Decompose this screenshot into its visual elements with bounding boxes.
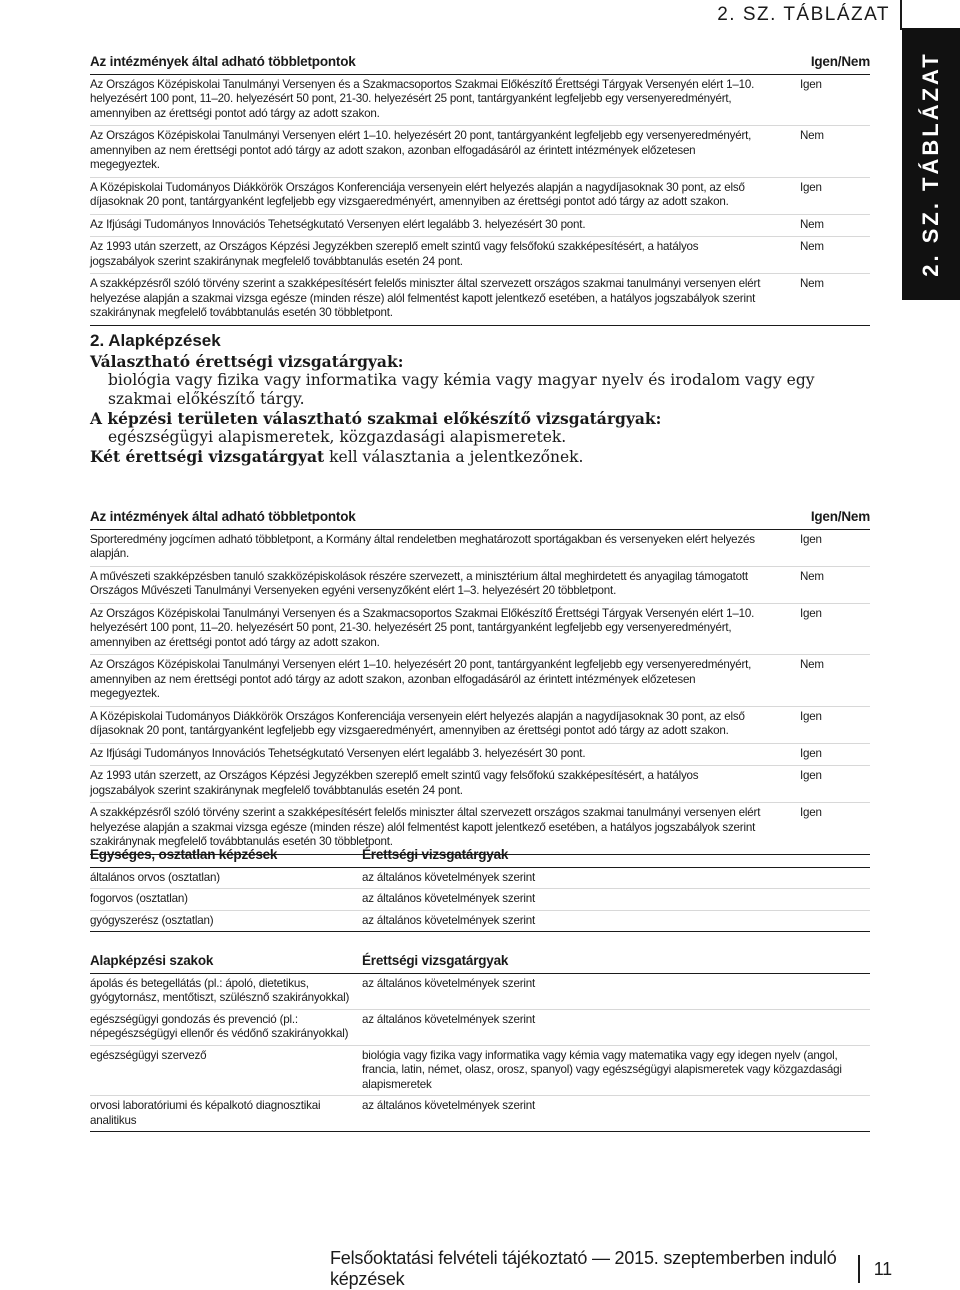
bonus-description: A Középiskolai Tudományos Diákkörök Országos Konferenciája versenyein elért helyezés alapján a nagydíjasoknak 30 pont, az első díjasoknak 20 pont, tantárgyanként legfeljebb egy vizsgaeredményért, amennyiben az érettségi pontot adó tárgy az adott szakon. [90, 706, 764, 743]
yes-no-value: Nem [764, 274, 870, 326]
bonus-description: A szakképzésről szóló törvény szerint a szakképesítésért felelős miniszter által szervezett országos szakmai tanulmányi versenyen elért helyezése alapján a szakmai vizsga egésze (minden része) alól felmentést kapott jelentkező esetében, a hatályos jogszabályok szerint szakiránynak megfelelő továbbtanulás esetén 30 többletpont. [90, 803, 764, 855]
section-alapkepzesek [90, 331, 880, 467]
program-name: fogorvos (osztatlan) [90, 889, 362, 911]
table-row [90, 655, 870, 707]
table-row [90, 74, 870, 126]
yes-no-value: Igen [764, 177, 870, 214]
table-row [90, 126, 870, 178]
table-row [90, 603, 870, 655]
column-header-bonus: Az intézmények által adható többletpontok [90, 507, 764, 529]
exam-subjects: az általános követelmények szerint [362, 1096, 870, 1132]
side-tab-label: 2. SZ. TÁBLÁZAT [918, 51, 943, 277]
column-header-bonus: Az intézmények által adható többletpontok [90, 52, 764, 74]
yes-no-value: Igen [764, 706, 870, 743]
bonus-points-table-1 [90, 52, 870, 326]
exam-subjects: az általános követelmények szerint [362, 1009, 870, 1045]
bonus-description: Az Országos Középiskolai Tanulmányi Versenyen és a Szakmacsoportos Szakmai Előkészítő Érettségi Tárgyak Versenyén elért 1–10. helyezésért 100 pont, 11–20. helyezésért 50 pont, 21-30. helyezésért 25 pont, tantárgyanként legfeljebb egy versenyeredményért, amennyiben az érettségi pontot adó tárgy az adott szakon. [90, 603, 764, 655]
exam-subjects: az általános követelmények szerint [362, 889, 870, 911]
yes-no-value: Igen [764, 743, 870, 766]
bonus-description: Az 1993 után szerzett, az Országos Képzési Jegyzékben szereplő emelt szintű vagy felsőfokú szakképesítésért, a hatályos jogszabályok szerint szakiránynak megfelelő továbbtanulás esetén 24 pont. [90, 766, 764, 803]
bonus-description: Az Ifjúsági Tudományos Innovációs Tehetségkutató Versenyen elért legalább 3. helyezésért 30 pont. [90, 743, 764, 766]
column-header-yes-no: Igen/Nem [764, 507, 870, 529]
vocational-subjects-heading: A képzési területen választható szakmai előkészítő vizsgatárgyak: [90, 409, 662, 428]
yes-no-value: Igen [764, 74, 870, 126]
column-header-program: Egységes, osztatlan képzések [90, 845, 362, 867]
column-header-exam-subjects: Érettségi vizsgatárgyak [362, 951, 870, 973]
bonus-description: Az 1993 után szerzett, az Országos Képzési Jegyzékben szereplő emelt szintű vagy felsőfokú szakképesítésért, a hatályos jogszabályok szerint szakiránynak megfelelő továbbtanulás esetén 24 pont. [90, 237, 764, 274]
program-name: általános orvos (osztatlan) [90, 867, 362, 889]
program-name: gyógyszerész (osztatlan) [90, 910, 362, 932]
column-header-yes-no: Igen/Nem [764, 52, 870, 74]
program-name: ápolás és betegellátás (pl.: ápoló, dietetikus, gyógytornász, mentőtiszt, szülésznő szakirányokkal) [90, 973, 362, 1009]
yes-no-value: Nem [764, 126, 870, 178]
bonus-description: Az Ifjúsági Tudományos Innovációs Tehetségkutató Versenyen elért legalább 3. helyezésért 30 pont. [90, 214, 764, 237]
page-header-label: 2. SZ. TÁBLÁZAT [707, 0, 902, 30]
elective-subjects-heading: Választható érettségi vizsgatárgyak: [90, 352, 404, 371]
bonus-description: Az Országos Középiskolai Tanulmányi Versenyen elért 1–10. helyezésért 20 pont, tantárgyanként legfeljebb egy versenyeredményért, amennyiben az nem érettségi pontot adó tárgy az adott szakon, azonban elfogadásáról az érintett intézmények előzetesen megegyeztek. [90, 655, 764, 707]
side-tab [902, 28, 960, 300]
undivided-programs-table [90, 845, 870, 932]
column-header-program: Alapképzési szakok [90, 951, 362, 973]
program-name: egészségügyi gondozás és prevenció (pl.: népegészségügyi ellenőr és védőnő szakirányokkal) [90, 1009, 362, 1045]
table-row [90, 973, 870, 1009]
table-row [90, 1045, 870, 1096]
table-row [90, 214, 870, 237]
table-row [90, 237, 870, 274]
footer-title: Felsőoktatási felvételi tájékoztató — 2015. szeptemberben induló képzések [330, 1255, 860, 1283]
bonus-description: Sporteredmény jogcímen adható többletpont, a Kormány által rendeletben meghatározott sportágakban és versenyeken elért helyezés alapján. [90, 529, 764, 566]
bonus-description: A művészeti szakképzésben tanuló szakközépiskolások részére szervezett, a minisztérium által meghirdetett és anyagilag támogatott Országos Művészeti Tanulmányi Versenyeken egyéni versenyzőként elért 1–3. helyezésért 20 többletpont. [90, 566, 764, 603]
exam-subjects: az általános követelmények szerint [362, 910, 870, 932]
program-name: egészségügyi szervező [90, 1045, 362, 1096]
table-row [90, 274, 870, 326]
table-row [90, 177, 870, 214]
bachelor-programs-table [90, 951, 870, 1132]
yes-no-value: Nem [764, 214, 870, 237]
bonus-description: Az Országos Középiskolai Tanulmányi Versenyen elért 1–10. helyezésért 20 pont, tantárgyanként legfeljebb egy versenyeredményért, amennyiben az nem érettségi pontot adó tárgy az adott szakon, azonban elfogadásáról az érintett intézmények előzetesen megegyeztek. [90, 126, 764, 178]
column-header-exam-subjects: Érettségi vizsgatárgyak [362, 845, 870, 867]
bonus-points-table-2 [90, 507, 870, 855]
elective-subjects-text: biológia vagy fizika vagy informatika vagy kémia vagy magyar nyelv és irodalom vagy egy szakmai előkészítő tárgy. [108, 371, 815, 408]
yes-no-value: Igen [764, 603, 870, 655]
table-row [90, 766, 870, 803]
program-name: orvosi laboratóriumi és képalkotó diagnosztikai analitikus [90, 1096, 362, 1132]
exam-count-note: Két érettségi vizsgatárgyat kell választania a jelentkezőnek. [90, 447, 584, 466]
exam-subjects: az általános követelmények szerint [362, 973, 870, 1009]
table-row [90, 529, 870, 566]
yes-no-value: Nem [764, 655, 870, 707]
table-row [90, 706, 870, 743]
section-title: 2. Alapképzések [90, 331, 221, 350]
exam-subjects: az általános követelmények szerint [362, 867, 870, 889]
bonus-description: Az Országos Középiskolai Tanulmányi Versenyen és a Szakmacsoportos Szakmai Előkészítő Érettségi Tárgyak Versenyén elért 1–10. helyezésért 100 pont, 11–20. helyezésért 50 pont, 21-30. helyezésért 25 pont, tantárgyanként legfeljebb egy versenyeredményért, amennyiben az érettségi pontot adó tárgy az adott szakon. [90, 74, 764, 126]
table-row [90, 889, 870, 911]
table-row [90, 743, 870, 766]
yes-no-value: Igen [764, 803, 870, 855]
bonus-description: A szakképzésről szóló törvény szerint a szakképesítésért felelős miniszter által szervezett országos szakmai tanulmányi versenyen elért helyezése alapján a szakmai vizsga egésze (minden része) alól felmentést kapott jelentkező esetében, a hatályos jogszabályok szerint szakiránynak megfelelő továbbtanulás esetén 30 többletpont. [90, 274, 764, 326]
table-row [90, 867, 870, 889]
yes-no-value: Igen [764, 529, 870, 566]
vocational-subjects-text: egészségügyi alapismeretek, közgazdasági alapismeretek. [108, 428, 567, 446]
yes-no-value: Nem [764, 237, 870, 274]
page-number: 11 [873, 1258, 892, 1279]
bonus-description: A Középiskolai Tudományos Diákkörök Országos Konferenciája versenyein elért helyezés alapján a nagydíjasoknak 30 pont, az első díjasoknak 20 pont, tantárgyanként legfeljebb egy vizsgaeredményért, amennyiben az érettségi pontot adó tárgy az adott szakon. [90, 177, 764, 214]
table-row [90, 1096, 870, 1132]
table-row [90, 910, 870, 932]
yes-no-value: Nem [764, 566, 870, 603]
exam-subjects: biológia vagy fizika vagy informatika vagy kémia vagy matematika vagy egy idegen nyelv (angol, francia, latin, német, olasz, orosz, spanyol) vagy egészségügyi alapismeretek vagy közgazdasági alapismeretek [362, 1045, 870, 1096]
table-row [90, 566, 870, 603]
table-row [90, 1009, 870, 1045]
yes-no-value: Igen [764, 766, 870, 803]
